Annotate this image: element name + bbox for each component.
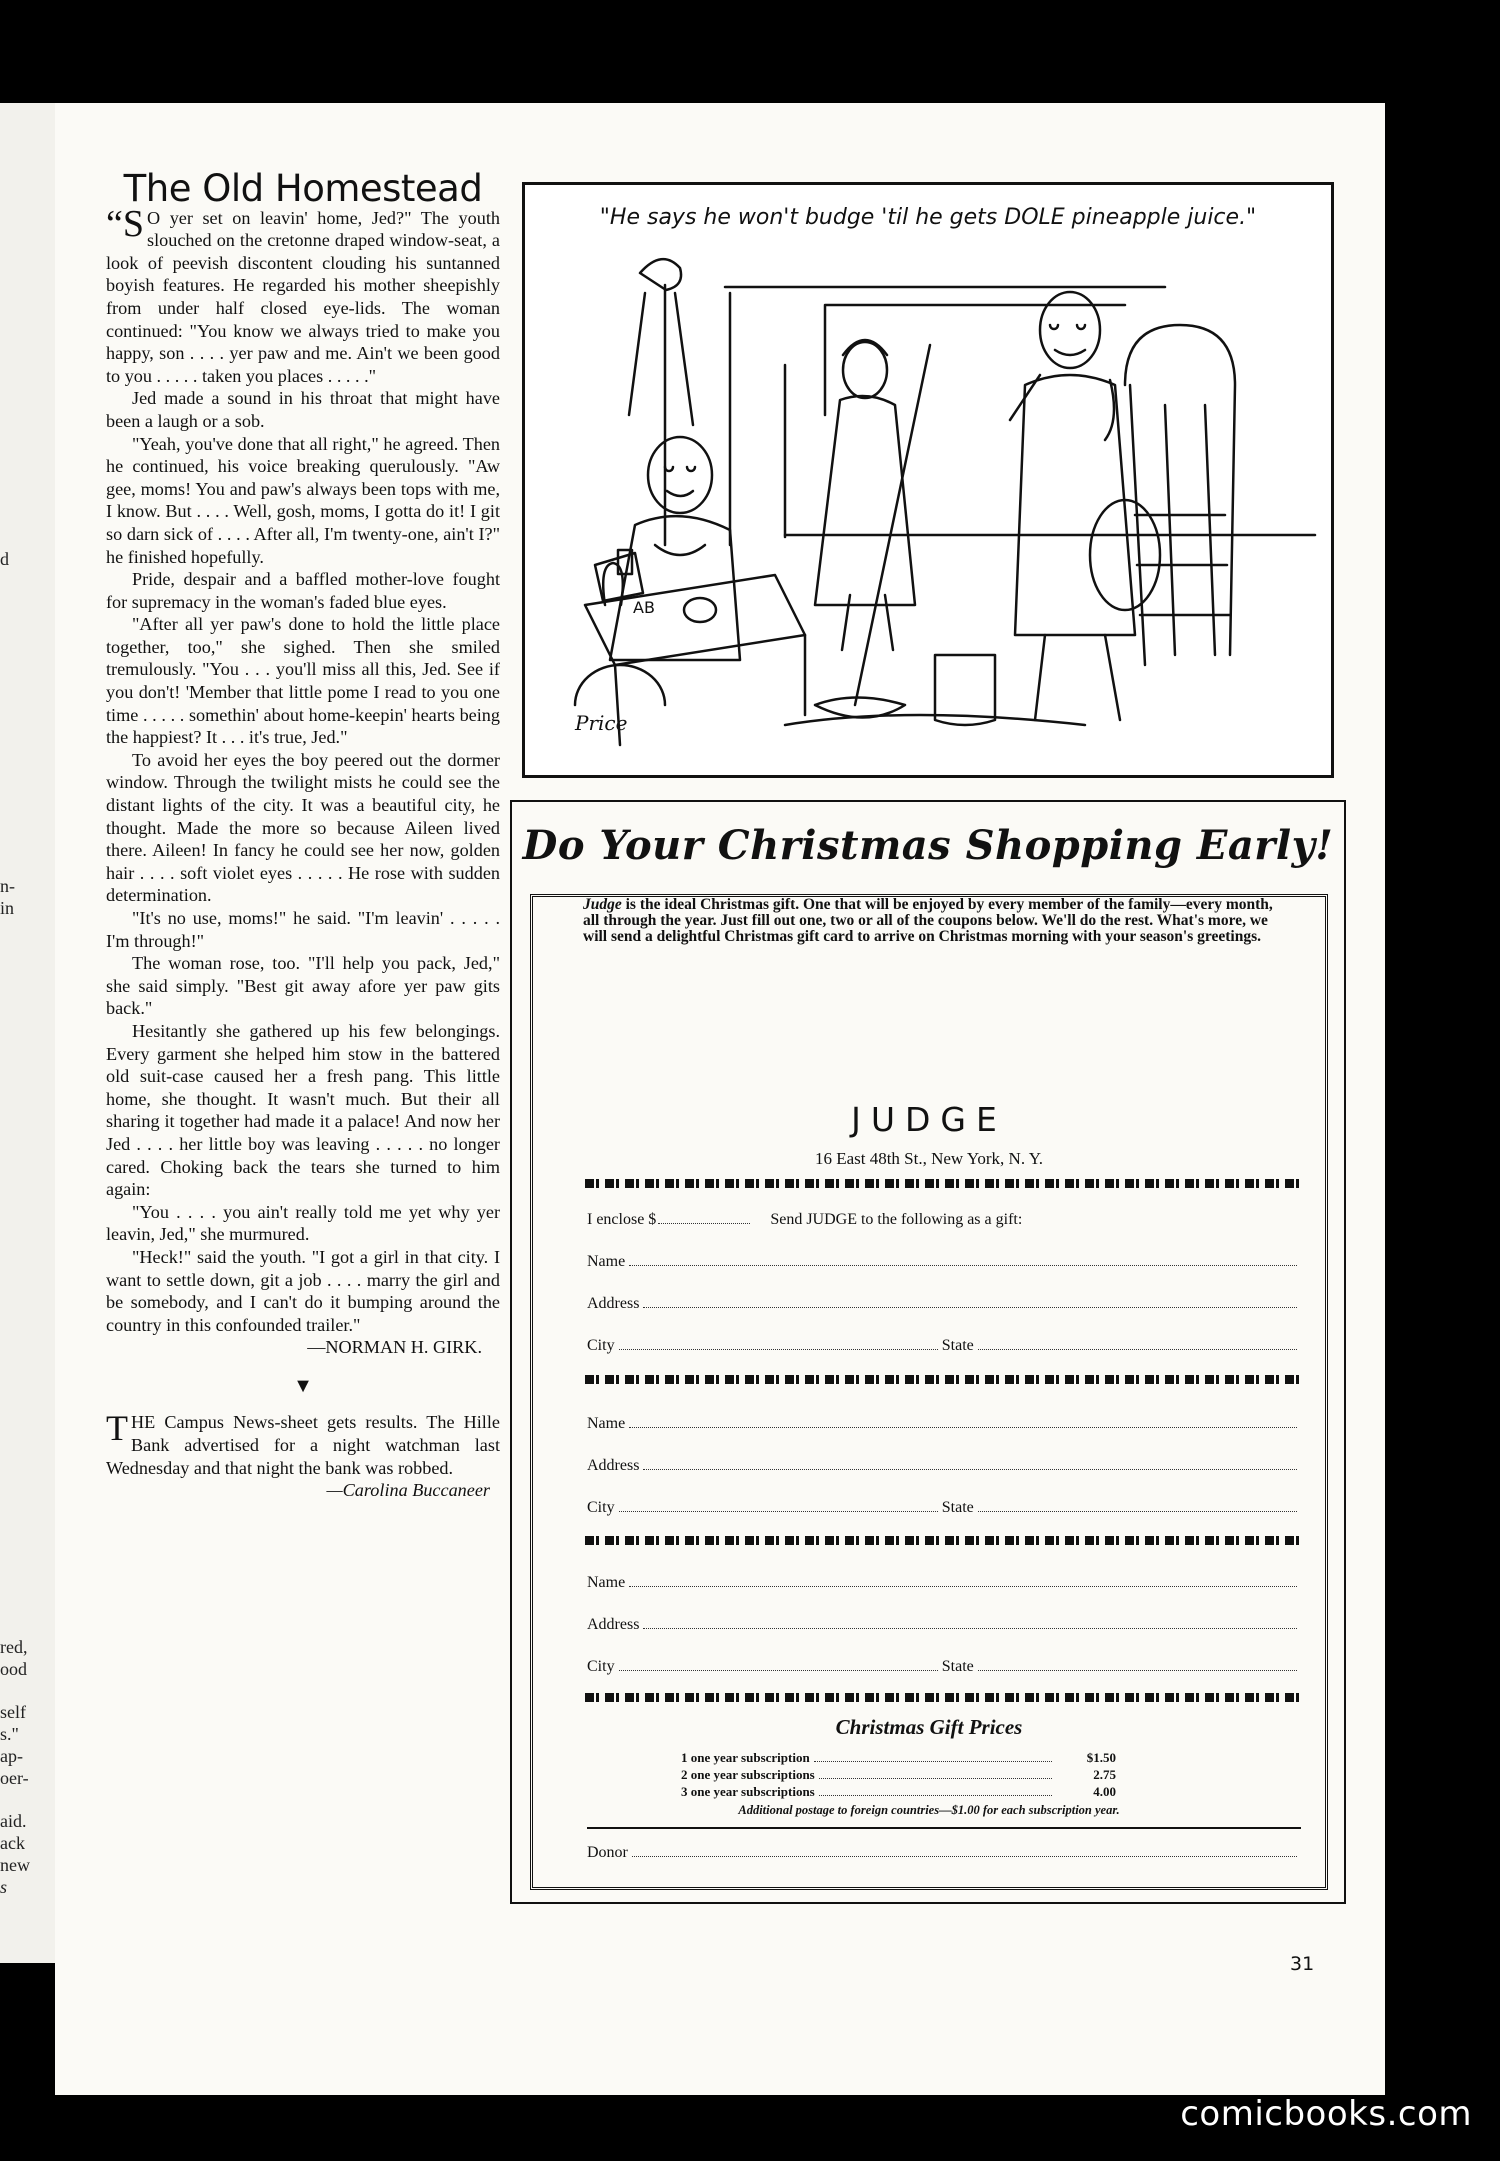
story-paragraph: The woman rose, too. "I'll help you pack, Jed," she said simply. "Best git away afore yer paw gits back." <box>106 953 500 1019</box>
address-label: Address <box>587 1295 640 1312</box>
city-label: City <box>587 1337 615 1354</box>
price-value: 4.00 <box>1093 1784 1116 1799</box>
story-paragraph: "You . . . . you ain't really told me yet why yer leavin, Jed," she murmured. <box>106 1201 500 1245</box>
strip-text: ack <box>0 1833 25 1853</box>
address-field-row <box>587 1455 1301 1475</box>
watermark: comicbooks.com <box>1180 2094 1472 2134</box>
story-paragraph: Pride, despair and a baffled mother-love fought for supremacy in the woman's faded blue eyes. <box>106 569 500 612</box>
price-value: 2.75 <box>1093 1767 1116 1782</box>
strip-text: ap- <box>0 1746 23 1766</box>
strip-text: s <box>0 1877 8 1897</box>
state-field[interactable] <box>978 1335 1297 1350</box>
story-column <box>106 167 500 1502</box>
name-field[interactable] <box>629 1572 1297 1587</box>
joke-credit: —Carolina Buccaneer <box>326 1480 490 1501</box>
address-field[interactable] <box>643 1614 1297 1629</box>
city-state-row <box>587 1497 1301 1517</box>
cartoon-illustration <box>525 185 1331 775</box>
story-byline: —NORMAN H. GIRK. <box>307 1337 482 1358</box>
name-label: Name <box>587 1574 626 1591</box>
story-paragraph: Jed made a sound in his throat that might have been a laugh or a sob. <box>106 388 500 431</box>
decorative-border <box>585 1179 1305 1188</box>
divider <box>587 1827 1301 1829</box>
enclose-label: I enclose $ <box>587 1211 657 1228</box>
city-field[interactable] <box>619 1335 938 1350</box>
city-state-row <box>587 1656 1301 1676</box>
brand-name: Judge <box>583 896 622 913</box>
separator-triangle-icon: ▼ <box>293 1374 313 1397</box>
name-field[interactable] <box>629 1413 1297 1428</box>
strip-text: new <box>0 1855 30 1875</box>
city-field[interactable] <box>619 1656 938 1671</box>
price-value: $1.50 <box>1086 1750 1116 1765</box>
strip-text: in <box>0 898 15 918</box>
story-paragraph: "Yeah, you've done that all right," he agreed. Then he continued, his voice breaking querulously. "Aw gee, moms! You and paw's always been tops with me, I know. But . . . . Well, gosh, moms, I gotta do it! I git so darn sick of . . . . After all, I'm twenty-one, ain't I?" he finished hopefully. <box>106 433 500 567</box>
strip-text: d <box>0 549 9 569</box>
address-field-row <box>587 1293 1301 1313</box>
name-field-row <box>587 1251 1301 1271</box>
donor-label: Donor <box>587 1844 628 1861</box>
page-number: 31 <box>1290 1953 1315 1975</box>
decorative-border <box>585 1375 1305 1384</box>
magazine-name: JUDGE <box>851 1100 1007 1139</box>
strip-text: oer- <box>0 1768 29 1788</box>
strip-text: self <box>0 1702 26 1722</box>
enclose-row <box>587 1209 1301 1229</box>
strip-text: s." <box>0 1724 19 1744</box>
story-paragraph: "It's no use, moms!" he said. "I'm leavin' . . . . . I'm through!" <box>106 908 500 951</box>
name-field-row <box>587 1413 1301 1433</box>
joke-drop-cap: T <box>106 1408 128 1449</box>
donor-field-row <box>587 1842 1301 1862</box>
ad-intro: Judge is the ideal Christmas gift. One that will be enjoyed by every member of the family—every month, all through the year. Just fill out one, two or all of the coupons below. We'll do the rest. What's more, we will send a delightful Christmas gift card to arrive on Christmas morning with your season's greetings. <box>583 896 1273 945</box>
price-row: 1 one year subscription $1.50 <box>681 1747 1116 1766</box>
magazine-address: 16 East 48th St., New York, N. Y. <box>814 1149 1044 1168</box>
subscription-ad <box>510 800 1346 1904</box>
address-label: Address <box>587 1616 640 1633</box>
cartoon-caption: "He says he won't budge 'til he gets DOLE pineapple juice." <box>599 205 1257 230</box>
state-field[interactable] <box>978 1497 1297 1512</box>
strip-text: ood <box>0 1659 27 1679</box>
decorative-border <box>585 1536 1305 1545</box>
drop-cap: “S <box>106 202 144 245</box>
city-label: City <box>587 1499 615 1516</box>
city-label: City <box>587 1658 615 1675</box>
state-label: State <box>941 1499 974 1516</box>
address-field[interactable] <box>643 1293 1297 1308</box>
city-field[interactable] <box>619 1497 938 1512</box>
strip-text: aid. <box>0 1811 27 1831</box>
name-field[interactable] <box>629 1251 1297 1266</box>
story-title: The Old Homestead <box>123 167 483 210</box>
city-state-row <box>587 1335 1301 1355</box>
ad-headline: Do Your Christmas Shopping Early! <box>522 822 1334 869</box>
price-row: 3 one year subscriptions 4.00 <box>681 1781 1116 1800</box>
state-label: State <box>941 1658 974 1675</box>
address-label: Address <box>587 1457 640 1474</box>
address-field[interactable] <box>643 1455 1297 1470</box>
bottle-label: AB <box>633 598 655 617</box>
cartoon-panel <box>522 182 1334 778</box>
strip-text: n- <box>0 876 15 896</box>
address-field-row <box>587 1614 1301 1634</box>
story-paragraph: To avoid her eyes the boy peered out the dormer window. Through the twilight mists he could see the distant lights of the city. It was a beautiful city, he thought. Made the more so because Aileen lived there. Aileen! In fancy he could see her now, golden hair . . . . soft violet eyes . . . . . He rose with sudden determination. <box>106 749 500 906</box>
story-paragraph: “S O yer set on leavin' home, Jed?" The youth slouched on the cretonne draped window-seat, a look of peevish discontent clouding his suntanned boyish features. He regarded his mother sheepishly from under half closed eye-lids. The woman continued: "You know we always tried to make you happy, son . . . . yer paw and me. Ain't we been good to you . . . . . taken you places . . . . ." <box>106 202 500 386</box>
artist-signature: Price <box>575 711 628 735</box>
prices-title: Christmas Gift Prices <box>835 1715 1023 1739</box>
story-paragraph: Hesitantly she gathered up his few belongings. Every garment she helped him stow in the battered old suit-case caused her a fresh pang. This little home, she thought. It wasn't much. But their all sharing it together had made it a palace! And now her Jed . . . . her little boy was leaving . . . . . no longer cared. Choking back the tears she turned to him again: <box>106 1020 500 1200</box>
enclose-amount-field[interactable] <box>658 1209 750 1224</box>
story-paragraph: "After all yer paw's done to hold the little place together, too," she sighed. Then she smiled tremulously. "You . . . you'll miss all this, Jed. See if you don't! 'Member that little pome I read to you one time . . . . . somethin' about home-keepin' hearts being the happiest? It . . . it's true, Jed." <box>106 614 500 748</box>
decorative-border <box>585 1693 1305 1702</box>
state-label: State <box>941 1337 974 1354</box>
name-label: Name <box>587 1253 626 1270</box>
joke-paragraph: THE Campus News-sheet gets results. The Hille Bank advertised for a night watchman last Wednesday and that night the bank was robbed. <box>106 1408 500 1478</box>
name-label: Name <box>587 1415 626 1432</box>
state-field[interactable] <box>978 1656 1297 1671</box>
send-text: Send JUDGE to the following as a gift: <box>770 1211 1023 1228</box>
price-row: 2 one year subscriptions 2.75 <box>681 1764 1116 1783</box>
name-field-row <box>587 1572 1301 1592</box>
strip-text: red, <box>0 1637 28 1657</box>
story-paragraph: "Heck!" said the youth. "I got a girl in that city. I want to settle down, git a job . . . . marry the girl and be somebody, and I can't do it bumping around the country in this confounded trailer." <box>106 1246 500 1335</box>
donor-field[interactable] <box>632 1842 1297 1857</box>
coupon-box <box>530 894 1328 1890</box>
postage-note: Additional postage to foreign countries—$1.00 for each subscription year. <box>738 1803 1120 1817</box>
